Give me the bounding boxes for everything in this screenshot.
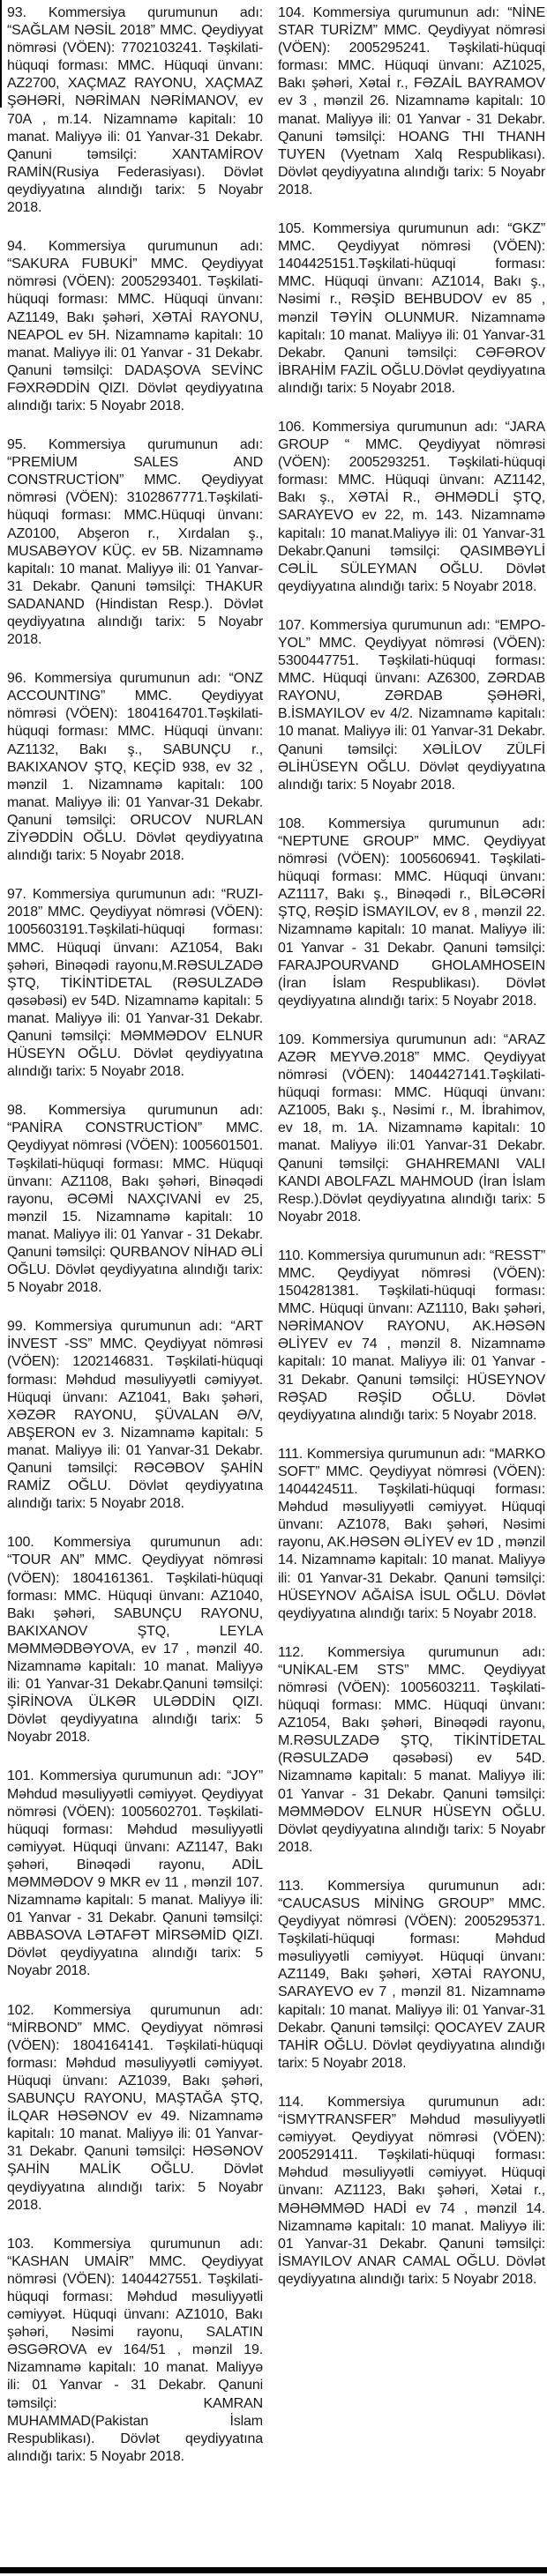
entry-text: Kommersiya qurumunun adı: “SAĞLAM NƏSİL 2018” MMC. Qeydiyyat nömrəsi (VÖEN): 7702103241. Təşkilati-hüquqi forması: MMC. Hüquqi ünvanı: AZ2700, XAÇMAZ RAYONU, XAÇMAZ ŞƏHƏRİ, NƏRİMAN NƏRİMANOV, ev 70A , m.14. Nizamnamə kapitalı: 10 manat. Maliyyə ili: 01 Yanvar-31 Dekabr. Qanuni təmsilçi: XANTAMİROV RAMİN(Rusiya Federasiyası). Dövlət qeydiyyatına alındığı tarix: 5 Noyabr 2018. bbox=[7, 5, 264, 216]
entry-text: Kommersiya qurumunun adı: “SAKURA FUBUKİ” MMC. Qeydiyyat nömrəsi (VÖEN): 2005293401. Təşkilati-hüquqi forması: MMC. Hüquqi ünvanı: AZ1149, Bakı şəhəri, XƏTAİ RAYONU, NEAPOL ev 5H. Nizamnamə kapitalı: 10 manat. Maliyyə ili: 01 Yanvar - 31 Dekabr. Qanuni təmsilçi: DADAŞOVA SEVİNC FƏXRƏDDİN QIZI. Dövlət qeydiyyatına alındığı tarix: 5 Noyabr 2018. bbox=[7, 239, 264, 413]
entry-number: 100. bbox=[7, 1535, 34, 1551]
registry-entry-94 bbox=[7, 238, 263, 415]
entry-number: 103. bbox=[7, 2236, 34, 2252]
registry-entry-99 bbox=[7, 1318, 263, 1513]
entry-number: 114. bbox=[278, 2094, 304, 2110]
registry-entry-97 bbox=[7, 886, 263, 1081]
entry-text: Kommersiya qurumunun adı: “MARKO SOFT” MMC. Qeydiyyat nömrəsi (VÖEN): 1404424511. Təşkilati-hüquqi forması: Məhdud məsuliyyətli cəmiyyət. Hüquqi ünvanı: AZ1078, Bakı şəhəri, Nəsimi rayonu, AK.HƏSƏN ƏLİYEV ev 1D , mənzil 14. Nizamnamə kapitalı: 10 manat. Maliyyə ili: 01 Yanvar-31 Dekabr. Qanuni təmsilçi: HÜSEYNOV AĞAİSA İSUL OĞLU. Dövlət qeydiyyatına alındığı tarix: 5 Noyabr 2018. bbox=[278, 1446, 546, 1621]
entry-number: 109. bbox=[278, 1031, 305, 1047]
entry-text: Kommersiya qurumunun adı: “NEPTUNE GROUP” MMC. Qeydiyyat nömrəsi (VÖEN): 1005606941. Təşkilati-hüquqi forması: MMC. Hüquqi ünvanı: AZ1117, Bakı ş., Binəqədi r., BİLƏCƏRİ ŞTQ, RƏŞİD İSMAYILOV, ev 8 , mənzil 22. Nizamnamə kapitalı: 10 manat. Maliyyə ili: 01 Yanvar - 31 Dekabr. Qanuni təmsilçi: FARAJPOURVAND GHOLAMHOSEIN (İran İslam Respublikası). Dövlət qeydiyyatına alındığı tarix: 5 Noyabr 2018. bbox=[278, 815, 545, 1009]
entry-number: 93. bbox=[7, 5, 26, 20]
entry-number: 97. bbox=[7, 887, 26, 903]
registry-entry-102 bbox=[7, 2002, 263, 2215]
entry-number: 102. bbox=[7, 2002, 34, 2018]
entry-number: 94. bbox=[7, 239, 26, 255]
entry-text: Kommersiya qurumunun adı: “ART İNVEST -SS” MMC. Qeydiyyat nömrəsi (VÖEN): 1202146831. Təşkilati-hüquqi forması: Məhdud məsuliyyətli cəmiyyət. Hüquqi ünvanı: AZ1041, Bakı şəhəri, XƏZƏR RAYONU, ŞÜVALAN Ə/V, ABŞERON ev 3. Nizamnamə kapitalı: 5 manat. Maliyyə ili: 01 Yanvar-31 Dekabr. Qanuni təmsilçi: RƏCƏBOV ŞAHİN RAMİZ OĞLU. Dövlət qeydiyyatına alındığı tarix: 5 Noyabr 2018. bbox=[7, 1319, 263, 1512]
entry-number: 110. bbox=[278, 1247, 304, 1263]
entry-text: Kommersiya qurumunun adı: “İSMYTRANSFER” Məhdud məsuliyyətli cəmiyyət. Qeydiyyat nömrəsi (VÖEN): 2005291411. Təşkilati-hüquqi forması: Məhdud məsuliyyətli cəmiyyət. Hüquqi ünvanı: AZ1123, Bakı şəhəri, Xətai r., MƏHƏMMƏD HADİ ev 74 , mənzil 14. Nizamnamə kapitalı: 10 manat. Maliyyə ili: 01 Yanvar-31 Dekabr. Qanuni təmsilçi: İSMAYILOV ANAR CAMAL OĞLU. Dövlət qeydiyyatına alındığı tarix: 5 Noyabr 2018. bbox=[278, 2094, 546, 2287]
entry-number: 96. bbox=[7, 671, 26, 687]
entry-text: Kommersiya qurumunun adı: “PREMİUM SALES AND CONSTRUCTİON” MMC. Qeydiyyat nömrəsi (VÖEN): 3102867771.Təşkilati-hüquqi forması: MMC.Hüquqi ünvanı: AZ0100, Abşeron r., Xırdalan ş., MUSABƏYOV KÜÇ. ev 5B. Nizamnamə kapitalı: 10 manat. Maliyyə ili: 01 Yanvar-31 Dekabr. Qanuni təmsilçi: THAKUR SADANAND (Hindistan Resp.). Dövlət qeydiyyatına alındığı tarix: 5 Noyabr 2018. bbox=[7, 437, 264, 648]
registry-entry-113 bbox=[278, 1878, 545, 2073]
registry-entry-101 bbox=[7, 1768, 263, 1980]
entry-text: Kommersiya qurumunun adı: “JOY” Məhdud məsuliyyətli cəmiyyət. Qeydiyyat nömrəsi (VÖEN): 1005602701. Təşkilati-hüquqi forması: Məhdud məsuliyyətli cəmiyyət. Hüquqi ünvanı: AZ1147, Bakı şəhəri, Binəqədi rayonu, ADİL MƏMMƏDOV 9 MKR ev 11 , mənzil 107. Nizamnamə kapitalı: 5 manat. Maliyyə ili: 01 Yanvar - 31 Dekabr. Qanuni təmsilçi: ABBASOVA LƏTAFƏT MİRSƏMİD QIZI. Dövlət qeydiyyatına alındığı tarix: 5 Noyabr 2018. bbox=[7, 1768, 264, 1979]
entry-text: Kommersiya qurumunun adı: “RUZI-2018” MMC. Qeydiyyat nömrəsi (VÖEN): 1005603191.Təşkilati-hüquqi forması: MMC. Hüquqi ünvanı: AZ1054, Bakı şəhəri, Binəqədi rayonu,M.RƏSULZADƏ ŞTQ, TİKİNTİDETAL (RƏSULZADƏ qəsəbəsi) ev 54D. Nizamnamə kapitalı: 5 manat. Maliyyə ili: 01 Yanvar-31 Dekabr. Qanuni təmsilçi: MƏMMƏDOV ELNUR HÜSEYN OĞLU. Dövlət qeydiyyatına alındığı tarix: 5 Noyabr 2018. bbox=[7, 887, 264, 1080]
scan-artifact-left-edge bbox=[0, 0, 2, 108]
entry-text: Kommersiya qurumunun adı: “JARA GROUP “ MMC. Qeydiyyat nömrəsi (VÖEN): 2005293251. Təşkilati-hüquqi forması: MMC. Hüquqi ünvanı: AZ1142, Bakı ş., XƏTAİ R., ƏHMƏDLİ ŞTQ, SARAYEVO ev 22, m. 143. Nizamnamə kapitalı: 10 manat.Maliyyə ili: 01 Yanvar-31 Dekabr.Qanuni təmsilçi: QASIMBƏYLİ CƏLİL SÜLEYMAN OĞLU. Dövlət qeydiyyatına alındığı tarix: 5 Noyabr 2018. bbox=[278, 419, 546, 594]
entry-number: 107. bbox=[278, 617, 305, 633]
registry-entry-112 bbox=[278, 1644, 545, 1857]
entry-text: Kommersiya qurumunun adı: “PANİRA CONSTRUCTİON” MMC. Qeydiyyat nömrəsi (VÖEN): 1005601501. Təşkilati-hüquqi forması: MMC. Hüquqi ünvanı: AZ1108, Bakı şəhəri, Binəqədi rayonu, ƏCƏMİ NAXÇIVANİ ev 25, mənzil 15. Nizamnamə kapitalı: 10 manat. Maliyyə ili: 01 Yanvar - 31 Dekabr. Qanuni təmsilçi: QURBANOV NİHAD ƏLİ OĞLU. Dövlət qeydiyyatına alındığı tarix: 5 Noyabr 2018. bbox=[7, 1103, 264, 1296]
entry-text: Kommersiya qurumunun adı: “MİRBOND” MMC. Qeydiyyat nömrəsi (VÖEN): 1804164141. Təşkilati-hüquqi forması: Məhdud məsuliyyətli cəmiyyət. Hüquqi ünvanı: AZ1039, Bakı şəhəri, SABUNÇU RAYONU, MAŞTAĞA ŞTQ, İLQAR HƏSƏNOV ev 49. Nizamnamə kapitalı: 10 manat. Maliyyə ili: 01 Yanvar-31 Dekabr. Qanuni təmsilçi: HƏSƏNOV ŞAHİN MALİK OĞLU. Dövlət qeydiyyatına alındığı tarix: 5 Noyabr 2018. bbox=[7, 2002, 263, 2213]
entry-number: 105. bbox=[278, 221, 305, 237]
entry-text: Kommersiya qurumunun adı: “RESST” MMC. Qeydiyyat nömrəsi (VÖEN): 1504281381. Təşkilati-hüquqi forması: MMC. Hüquqi ünvanı: AZ1110, Bakı şəhəri, NƏRİMANOV RAYONU, AK.HƏSƏN ƏLİYEV ev 74 , mənzil 8. Nizamnamə kapitalı: 10 manat. Maliyyə ili: 01 Yanvar - 31 Dekabr. Qanuni təmsilçi: HÜSEYNOV RƏŞAD RƏŞİD OĞLU. Dövlət qeydiyyatına alındığı tarix: 5 Noyabr 2018. bbox=[278, 1247, 545, 1423]
registry-entry-104 bbox=[278, 4, 545, 199]
entry-number: 104. bbox=[278, 5, 305, 20]
entry-text: Kommersiya qurumunun adı: “ONZ ACCOUNTING” MMC. Qeydiyyat nömrəsi (VÖEN): 1804164701.Təşkilati-hüquqi forması: MMC. Hüquqi ünvanı: AZ1132, Bakı ş., SABUNÇU r., BAKIXANOV ŞTQ, KEÇİD 938, ev 32 , mənzil 1. Nizamnamə kapitalı: 100 manat. Maliyyə ili: 01 Yanvar-31 Dekabr. Qanuni təmsilçi: ORUCOV NURLAN ZİYƏDDİN OĞLU. Dövlət qeydiyyatına alındığı tarix: 5 Noyabr 2018. bbox=[7, 671, 263, 864]
registry-entry-109 bbox=[278, 1031, 545, 1226]
entry-text: Kommersiya qurumunun adı: “NİNE STAR TURİZM” MMC. Qeydiyyat nömrəsi (VÖEN): 2005295241. Təşkilati-hüquqi forması: MMC. Hüquqi ünvanı: AZ1025, Bakı şəhəri, Xətaİ r., FƏZAİL BAYRAMOV ev 3 , mənzil 26. Nizamnamə kapitalı: 10 manat. Maliyyə ili: 01 Yanvar - 31 Dekabr. Qanuni təmsilçi: HOANG THI THANH TUYEN (Vyetnam Xalq Respublikası). Dövlət qeydiyyatına alındığı tarix: 5 Noyabr 2018. bbox=[278, 5, 545, 197]
column-right bbox=[278, 4, 545, 2466]
entry-text: Kommersiya qurumunun adı: “CAUCASUS MİNİNG GROUP” MMC. Qeydiyyat nömrəsi (VÖEN): 2005295371. Təşkilati-hüquqi forması: Məhdud məsuliyyətli cəmiyyət. Hüquqi ünvanı: AZ1149, Bakı şəhəri, XƏTAİ RAYONU, SARAYEVO ev 7 , mənzil 81. Nizamnamə kapitalı: 10 manat. Maliyyə ili: 01 Yanvar-31 Dekabr. Qanuni təmsilçi: QOCAYEV ZAUR TAHİR OĞLU. Dövlət qeydiyyatına alındığı tarix: 5 Noyabr 2018. bbox=[278, 1878, 546, 2071]
registry-entry-103 bbox=[7, 2236, 263, 2466]
entry-text: Kommersiya qurumunun adı: “EMPO-YOL” MMC. Qeydiyyat nömrəsi (VÖEN): 5300447751. Təşkilati-hüquqi forması: MMC. Hüquqi ünvanı: AZ6300, ZƏRDAB RAYONU, ZƏRDAB ŞƏHƏRİ, B.İSMAYILOV ev 4/2. Nizamnamə kapitalı: 10 manat. Maliyyə ili: 01 Yanvar-31 Dekabr. Qanuni təmsilçi: XƏLİLOV ZÜLFİ ƏLİHÜSEYN OĞLU. Dövlət qeydiyyatına alındığı tarix: 5 Noyabr 2018. bbox=[278, 617, 545, 793]
registry-entry-108 bbox=[278, 815, 545, 1010]
registry-entry-106 bbox=[278, 419, 545, 596]
entry-number: 111. bbox=[278, 1446, 303, 1462]
page-bottom-rule bbox=[0, 2567, 547, 2573]
entry-number: 98. bbox=[7, 1103, 26, 1119]
entry-number: 101. bbox=[7, 1768, 34, 1784]
entry-text: Kommersiya qurumunun adı: “KASHAN UMAİR” MMC. Qeydiyyat nömrəsi (VÖEN): 1404427551. Təşkilati-hüquqi forması: Məhdud məsuliyyətli cəmiyyət. Hüquqi ünvanı: AZ1010, Bakı şəhəri, Nəsimi rayonu, SALATIN ƏSGƏROVA ev 164/51 , mənzil 19. Nizamnamə kapitalı: 10 manat. Maliyyə ili: 01 Yanvar - 31 Dekabr. Qanuni təmsilçi: KAMRAN MUHAMMAD(Pakistan İslam Respublikası). Dövlət qeydiyyatına alındığı tarix: 5 Noyabr 2018. bbox=[7, 2236, 263, 2464]
registry-entry-114 bbox=[278, 2094, 545, 2289]
registry-entry-93 bbox=[7, 4, 263, 217]
entry-number: 113. bbox=[278, 1878, 304, 1894]
registry-entry-100 bbox=[7, 1534, 263, 1746]
entry-text: Kommersiya qurumunun adı: “TOUR AN” MMC. Qeydiyyat nömrəsi (VÖEN): 1804161361. Təşkilati-hüquqi forması: MMC. Hüquqi ünvanı: AZ1040, Bakı şəhəri, SABUNÇU RAYONU, BAKIXANOV ŞTQ, LEYLA MƏMMƏDBƏYOVA, ev 17 , mənzil 40. Nizamnamə kapitalı: 10 manat. Maliyyə ili: 01 Yanvar-31 Dekabr.Qanuni təmsilçi: ŞİRİNOVA ÜLKƏR ULƏDDİN QIZI. Dövlət qeydiyyatına alındığı tarix: 5 Noyabr 2018. bbox=[7, 1535, 263, 1746]
entry-number: 99. bbox=[7, 1319, 26, 1335]
entry-number: 106. bbox=[278, 419, 305, 435]
registry-entry-96 bbox=[7, 670, 263, 865]
registry-entry-98 bbox=[7, 1102, 263, 1297]
column-left bbox=[7, 4, 263, 2466]
registry-entry-95 bbox=[7, 436, 263, 649]
entry-text: Kommersiya qurumunun adı: “ARAZ AZƏR MEYVƏ.2018” MMC. Qeydiyyat nömrəsi (VÖEN): 1404427141.Təşkilati-hüquqi forması: MMC. Hüquqi ünvanı: AZ1005, Bakı ş., Nəsimi r., M. İbrahimov, ev 18, m. 1A. Nizamnamə kapitalı: 10 manat. Maliyyə ili:01 Yanvar-31 Dekabr. Qanuni təmsilçi: GHAHREMANI VALI KANDI ABOLFAZL MAHMOUD (İran İslam Resp.).Dövlət qeydiyyatına alındığı tarix: 5 Noyabr 2018. bbox=[278, 1031, 545, 1225]
registry-entry-105 bbox=[278, 220, 545, 398]
registry-entry-110 bbox=[278, 1247, 545, 1425]
entry-number: 95. bbox=[7, 437, 26, 453]
entry-text: Kommersiya qurumunun adı: “UNİKAL-EM STS” MMC. Qeydiyyat nömrəsi (VÖEN): 1005603211. Təşkilati-hüquqi forması: MMC. Hüquqi ünvanı: AZ1054, Bakı şəhəri, Binəqədi rayonu, M.RƏSULZADƏ ŞTQ, TİKİNTİDETAL (RƏSULZADƏ qəsəbəsi) ev 54D. Nizamnamə kapitalı: 5 manat. Maliyyə ili: 01 Yanvar - 31 Dekabr. Qanuni təmsilçi: MƏMMƏDOV ELNUR HÜSEYN OĞLU. Dövlət qeydiyyatına alındığı tarix: 5 Noyabr 2018. bbox=[278, 1644, 546, 1855]
entry-number: 108. bbox=[278, 815, 305, 831]
entry-text: Kommersiya qurumunun adı: “GKZ” MMC. Qeydiyyat nömrəsi (VÖEN): 1404425151.Təşkilati-hüquqi forması: MMC. Hüquqi ünvanı: AZ1014, Bakı ş., Nəsimi r., RƏŞİD BEHBUDOV ev 85 , mənzil TƏYİN OLUNMUR. Nizamnamə kapitalı: 10 manat. Maliyyə ili: 01 Yanvar-31 Dekabr. Qanuni təmsilçi: CƏFƏROV İBRAHİM FAZİL OĞLU.Dövlət qeydiyyatına alındığı tarix: 5 Noyabr 2018. bbox=[278, 221, 545, 396]
registry-entry-111 bbox=[278, 1446, 545, 1623]
entry-number: 112. bbox=[278, 1644, 304, 1660]
registry-entry-107 bbox=[278, 617, 545, 794]
